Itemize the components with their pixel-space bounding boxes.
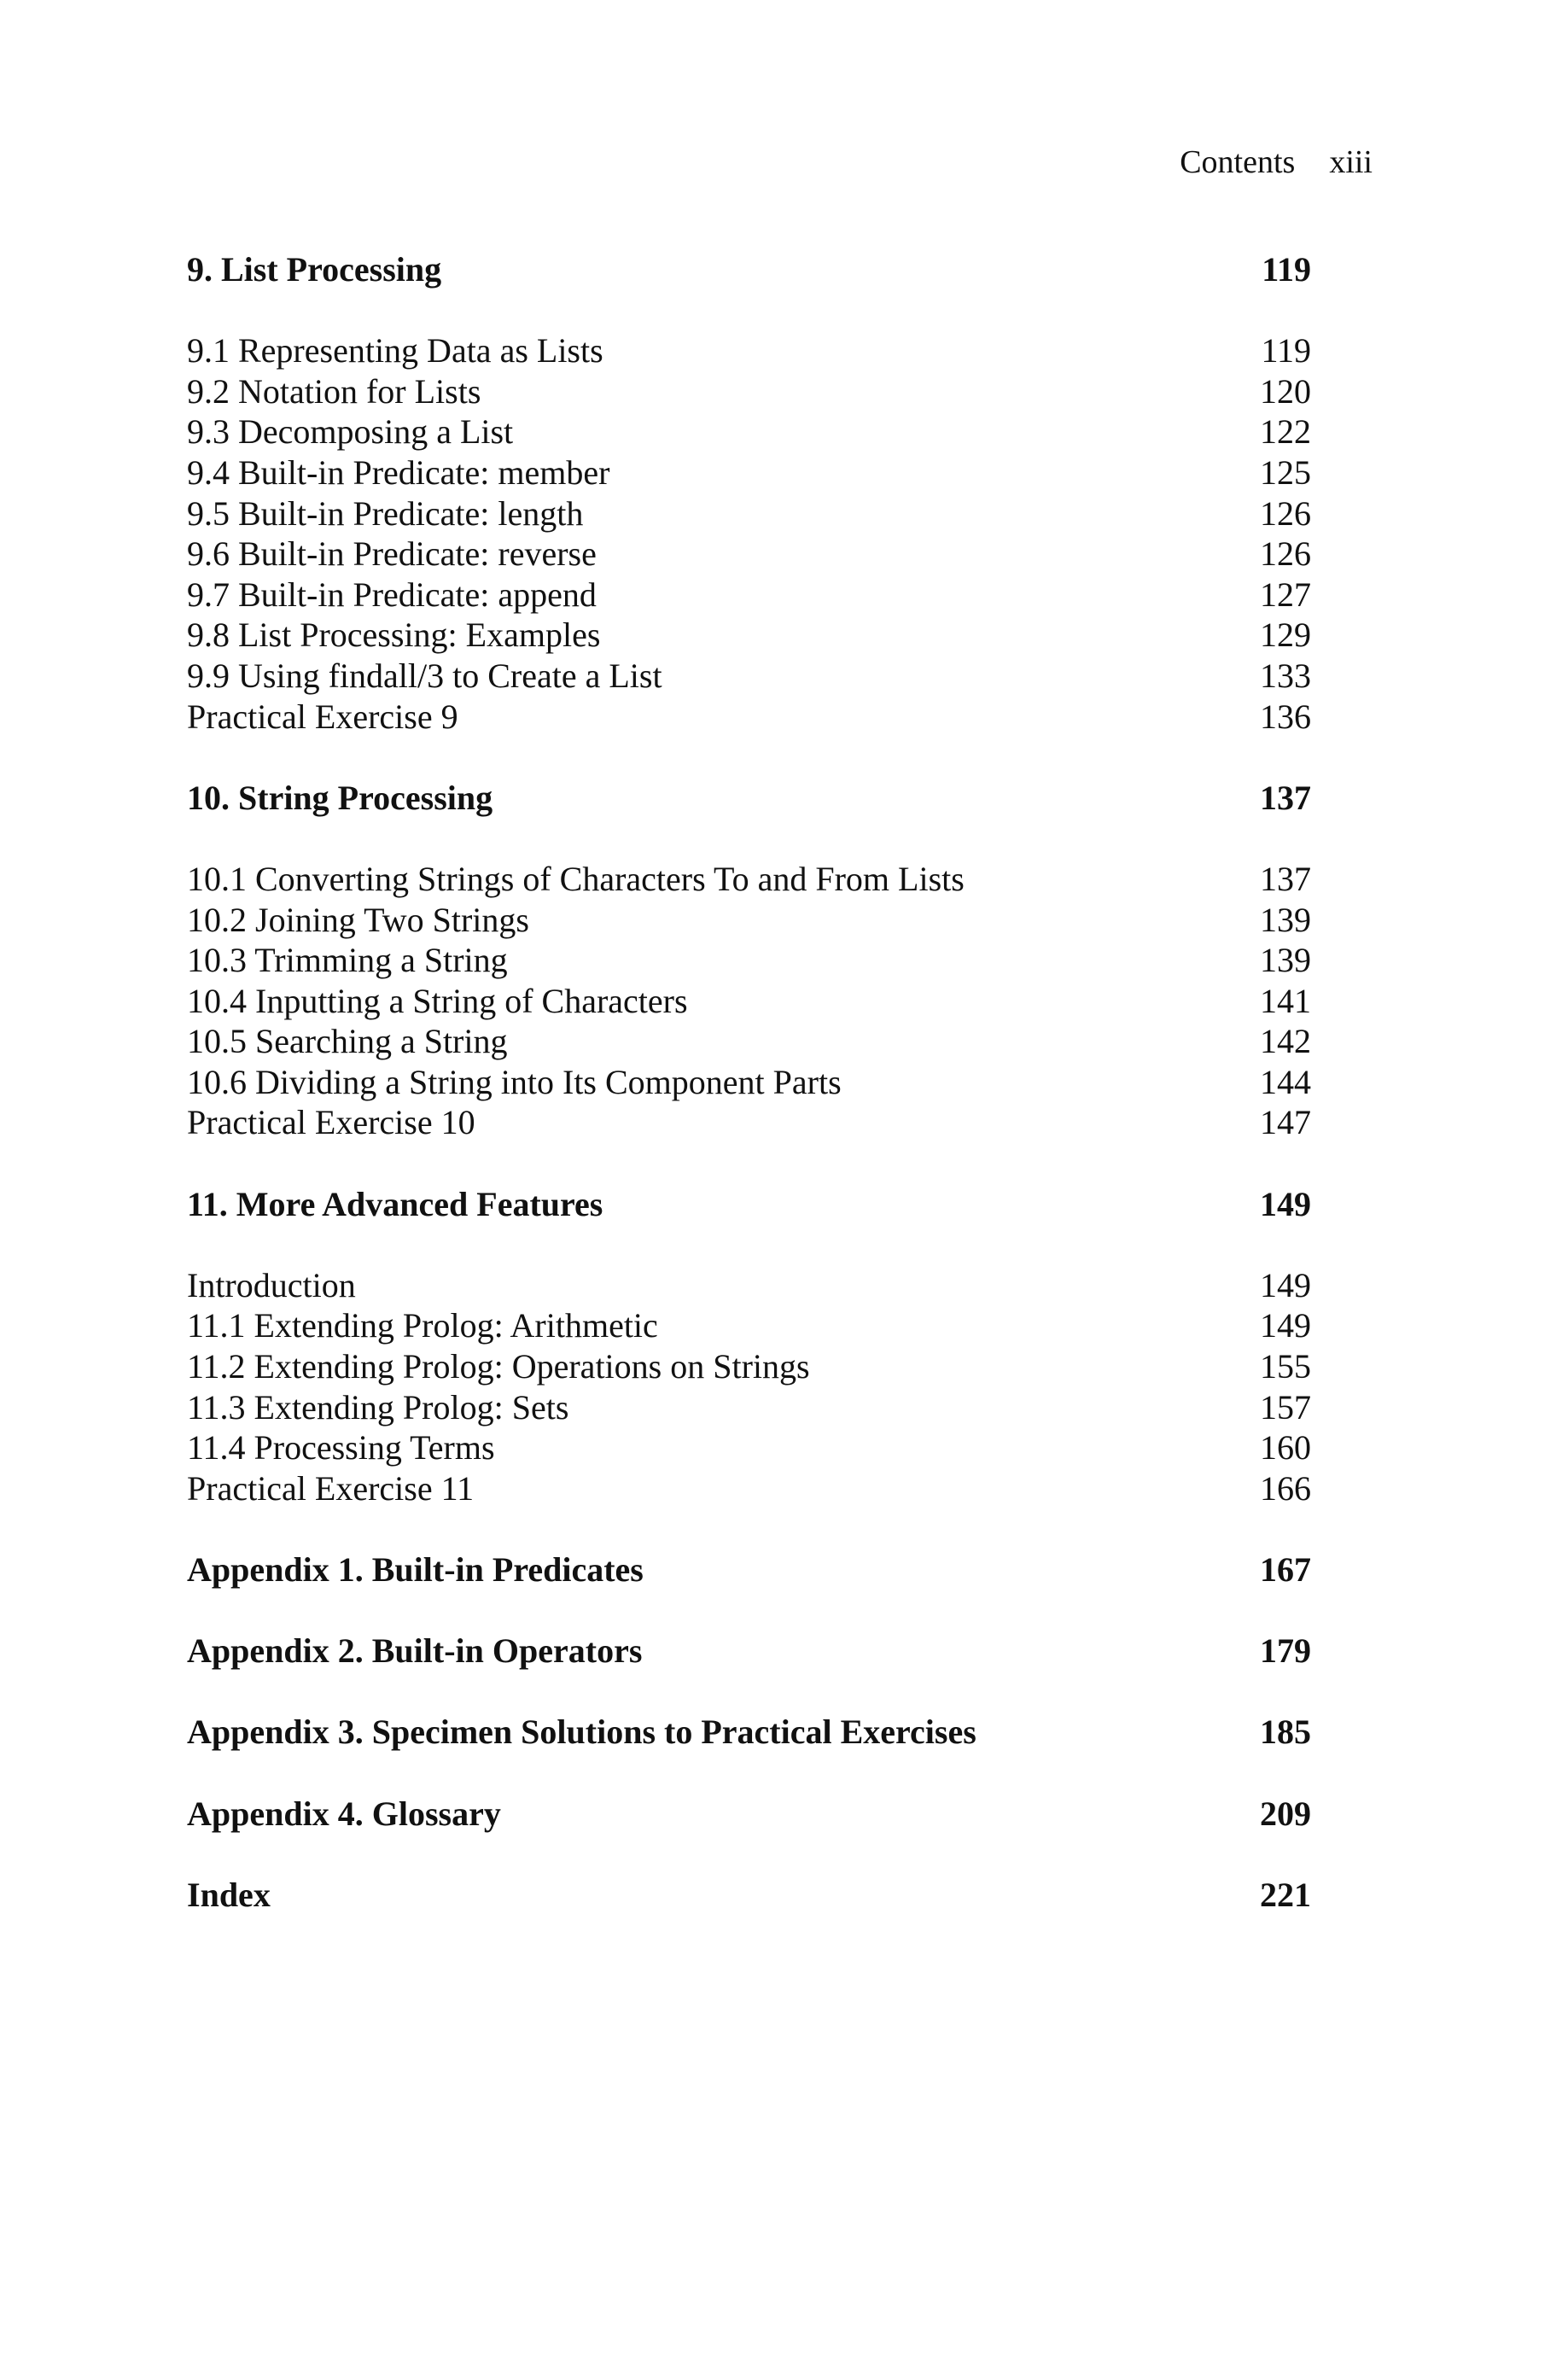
- running-head-page-number: xiii: [1329, 144, 1373, 180]
- toc-entry[interactable]: [187, 1102, 1311, 1143]
- toc-entry-page: 147: [1260, 1103, 1311, 1142]
- toc-entry-title: 9.6 Built-in Predicate: reverse: [187, 534, 597, 574]
- toc-chapter-title: 11. More Advanced Features: [187, 1184, 603, 1223]
- toc-entry-page: 127: [1260, 575, 1311, 614]
- toc-entry-title: 11.1 Extending Prolog: Arithmetic: [187, 1306, 658, 1345]
- toc-entry-page: 122: [1260, 412, 1311, 452]
- toc-entry[interactable]: [187, 981, 1311, 1022]
- toc-chapter-page: 149: [1260, 1184, 1311, 1223]
- toc-entry[interactable]: [187, 1346, 1311, 1387]
- toc-entry[interactable]: [187, 900, 1311, 941]
- toc-entry-title: Practical Exercise 10: [187, 1103, 475, 1142]
- toc-entry-title: 11.2 Extending Prolog: Operations on Strings: [187, 1347, 810, 1386]
- toc-chapter-heading[interactable]: [187, 249, 1311, 290]
- toc-entry[interactable]: [187, 575, 1311, 616]
- toc-entry-page: 136: [1260, 697, 1311, 736]
- toc-entry[interactable]: [187, 371, 1311, 412]
- toc-entry-title: 9.2 Notation for Lists: [187, 371, 481, 411]
- toc-entry-title: 9.3 Decomposing a List: [187, 412, 514, 452]
- toc-entry[interactable]: [187, 1265, 1311, 1306]
- toc-entry[interactable]: [187, 940, 1311, 981]
- toc-appendix-page: 179: [1260, 1631, 1311, 1671]
- toc-entry-page: 139: [1260, 941, 1311, 980]
- toc-entry[interactable]: [187, 534, 1311, 575]
- toc-entry-title: 10.1 Converting Strings of Characters To and From Lists: [187, 859, 965, 898]
- toc-entry[interactable]: [187, 656, 1311, 697]
- toc-index-page: 221: [1260, 1875, 1311, 1914]
- toc-entry-page: 160: [1260, 1428, 1311, 1467]
- toc-entry-page: 126: [1260, 534, 1311, 574]
- toc-entry[interactable]: [187, 1021, 1311, 1062]
- table-of-contents: [187, 249, 1311, 1915]
- toc-entry[interactable]: [187, 411, 1311, 452]
- toc-entry[interactable]: [187, 493, 1311, 534]
- toc-chapter-title: 9. List Processing: [187, 250, 442, 289]
- toc-entry-title: 10.5 Searching a String: [187, 1022, 508, 1061]
- toc-entry-title: 9.7 Built-in Predicate: append: [187, 575, 597, 614]
- toc-appendix-title: Appendix 2. Built-in Operators: [187, 1631, 643, 1671]
- toc-entry-title: 10.6 Dividing a String into Its Component Parts: [187, 1062, 842, 1101]
- toc-appendix-title: Appendix 4. Glossary: [187, 1794, 501, 1833]
- running-head-section: Contents: [1180, 144, 1296, 180]
- toc-chapter-heading[interactable]: [187, 1184, 1311, 1225]
- toc-appendix-4[interactable]: [187, 1794, 1311, 1835]
- toc-entry-page: 137: [1260, 859, 1311, 898]
- toc-entry[interactable]: [187, 1427, 1311, 1468]
- toc-entry-title: Practical Exercise 9: [187, 697, 458, 736]
- toc-entry-page: 119: [1261, 331, 1311, 371]
- toc-entry-page: 129: [1260, 616, 1311, 655]
- toc-appendix-page: 167: [1260, 1550, 1311, 1589]
- toc-entry-title: 9.1 Representing Data as Lists: [187, 331, 603, 371]
- toc-entry-title: 9.9 Using findall/3 to Create a List: [187, 656, 662, 695]
- toc-entry-title: 9.5 Built-in Predicate: length: [187, 493, 584, 533]
- toc-entry-page: 144: [1260, 1062, 1311, 1101]
- toc-index-title: Index: [187, 1875, 271, 1914]
- toc-entry-page: 141: [1260, 981, 1311, 1020]
- toc-appendix-title: Appendix 1. Built-in Predicates: [187, 1550, 644, 1589]
- toc-index[interactable]: [187, 1875, 1311, 1916]
- toc-entry[interactable]: [187, 859, 1311, 900]
- toc-entry-title: Introduction: [187, 1265, 356, 1304]
- toc-entry-title: 10.2 Joining Two Strings: [187, 900, 529, 939]
- toc-entry-page: 139: [1260, 900, 1311, 939]
- toc-entry[interactable]: [187, 615, 1311, 656]
- toc-appendix-1[interactable]: [187, 1549, 1311, 1590]
- toc-chapter-heading[interactable]: [187, 778, 1311, 819]
- toc-entry-page: 166: [1260, 1468, 1311, 1508]
- toc-entry[interactable]: [187, 1468, 1311, 1509]
- toc-entry[interactable]: [187, 697, 1311, 738]
- toc-entry-title: 11.4 Processing Terms: [187, 1428, 495, 1467]
- running-head: [1180, 142, 1373, 183]
- toc-entry-title: 11.3 Extending Prolog: Sets: [187, 1387, 569, 1427]
- toc-chapter-title: 10. String Processing: [187, 778, 493, 817]
- toc-entry[interactable]: [187, 1062, 1311, 1103]
- toc-entry-title: 10.4 Inputting a String of Characters: [187, 981, 688, 1020]
- toc-entry-page: 149: [1260, 1306, 1311, 1345]
- toc-entry-page: 133: [1260, 656, 1311, 695]
- toc-entry[interactable]: [187, 1387, 1311, 1428]
- toc-appendix-title: Appendix 3. Specimen Solutions to Practical Exercises: [187, 1713, 976, 1752]
- toc-entry-page: 155: [1260, 1347, 1311, 1386]
- toc-entry-title: Practical Exercise 11: [187, 1468, 475, 1508]
- toc-chapter-page: 119: [1262, 250, 1311, 289]
- toc-entry-title: 9.8 List Processing: Examples: [187, 616, 601, 655]
- toc-entry-page: 120: [1260, 371, 1311, 411]
- toc-entry[interactable]: [187, 330, 1311, 371]
- toc-appendix-3[interactable]: [187, 1712, 1311, 1753]
- toc-entry-page: 142: [1260, 1022, 1311, 1061]
- toc-appendix-2[interactable]: [187, 1631, 1311, 1672]
- toc-entry-page: 149: [1260, 1265, 1311, 1304]
- toc-appendix-page: 209: [1260, 1794, 1311, 1833]
- toc-entry-page: 157: [1260, 1387, 1311, 1427]
- toc-entry-page: 126: [1260, 493, 1311, 533]
- toc-entry-title: 9.4 Built-in Predicate: member: [187, 452, 610, 492]
- toc-entry-page: 125: [1260, 452, 1311, 492]
- toc-chapter-page: 137: [1260, 778, 1311, 817]
- toc-entry-title: 10.3 Trimming a String: [187, 941, 508, 980]
- toc-entry[interactable]: [187, 1305, 1311, 1346]
- toc-appendix-page: 185: [1260, 1713, 1311, 1752]
- toc-entry[interactable]: [187, 452, 1311, 493]
